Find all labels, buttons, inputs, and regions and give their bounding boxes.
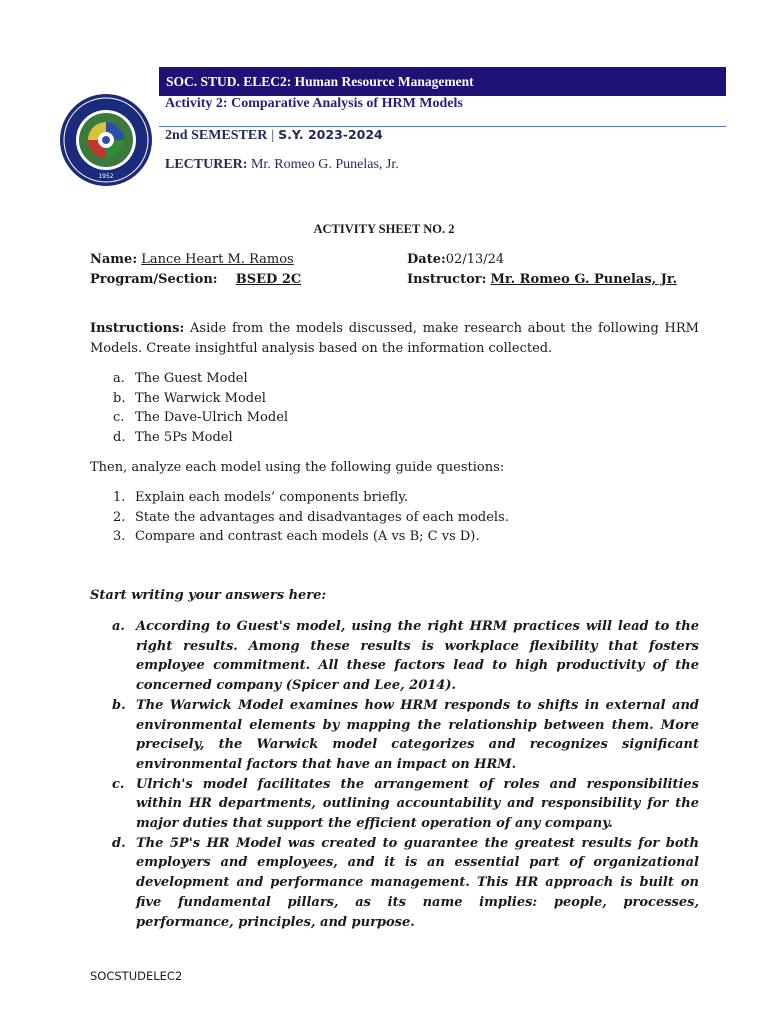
date-value: 02/13/24 (445, 252, 505, 267)
model-name: The Dave-Ulrich Model (135, 410, 289, 426)
answer-item (90, 834, 699, 933)
list-marker: c. (112, 776, 125, 792)
program-field (90, 270, 321, 290)
model-name: The Guest Model (135, 371, 248, 386)
guide-questions-list (90, 488, 699, 547)
instructor-value: Mr. Romeo G. Punelas, Jr. (490, 272, 678, 287)
model-name: The 5Ps Model (135, 430, 233, 446)
seal-year: 1952 (98, 173, 114, 180)
course-title: SOC. STUD. ELEC2: Human Resource Management (166, 74, 474, 89)
list-marker: d. (112, 835, 126, 851)
lecturer-line (165, 157, 399, 173)
answer-item (90, 775, 699, 834)
answer-item (90, 696, 699, 775)
list-marker: d. (113, 430, 126, 446)
list-item (90, 369, 699, 389)
instructor-label: Instructor: (407, 272, 487, 287)
answer-text: According to Guest's model, using the right HRM practices will lead to the right results. Among these results is workplace flexibility that fosters employee commitment. All these factors lead to high productivity of the concerned company (Spicer and Lee, 2014). (136, 619, 699, 694)
semester: 2nd SEMESTER (165, 128, 268, 143)
name-field (90, 250, 294, 270)
instructions-label: Instructions: (90, 321, 185, 336)
model-name: The Warwick Model (135, 390, 266, 406)
sheet-title: ACTIVITY SHEET NO. 2 (313, 222, 455, 236)
question-text: State the advantages and disadvantages of each models. (135, 509, 509, 525)
instructor-field (407, 270, 677, 290)
activity-title: Activity 2: Comparative Analysis of HRM Models (165, 96, 463, 111)
answers-list (90, 617, 699, 932)
answer-text: Ulrich's model facilitates the arrangement of roles and responsibilities within HR departments, outlining accountability and responsibility for the major duties that support the efficient operation of any company. (136, 776, 699, 832)
list-marker: a. (113, 371, 125, 386)
instructions (90, 319, 699, 359)
list-marker: a. (112, 619, 125, 634)
list-item (90, 488, 699, 508)
footer-code: SOCSTUDELEC2 (90, 969, 183, 983)
lecturer-name: Mr. Romeo G. Punelas, Jr. (250, 157, 399, 172)
program-value: BSED 2C (235, 272, 302, 287)
pipe-separator: | (271, 128, 275, 143)
list-marker: 3. (113, 529, 126, 545)
list-item (90, 527, 699, 547)
guide-intro: Then, analyze each model using the following guide questions: (90, 460, 505, 475)
list-item (90, 408, 699, 428)
list-marker: b. (112, 697, 126, 713)
list-marker: c. (113, 410, 125, 426)
program-label: Program/Section: (90, 272, 218, 287)
question-text: Explain each models’ components briefly. (135, 490, 409, 505)
answer-item (90, 617, 699, 696)
university-seal-icon (58, 92, 154, 188)
instructions-text: Aside from the models discussed, make research about the following HRM Models. Create insightful analysis based on the information collected. (90, 321, 699, 356)
semester-line (165, 127, 383, 144)
school-year: S.Y. 2023-2024 (278, 127, 383, 142)
answer-text: The 5P's HR Model was created to guarantee the greatest results for both employers and employees, and it is an essential part of organizational development and performance management. This HR approach is built on five fundamental pillars, as its name implies: people, processes, performance, principles, and purpose. (136, 835, 699, 930)
list-marker: b. (113, 390, 126, 406)
lecturer-label: LECTURER: (165, 157, 248, 172)
answer-text: The Warwick Model examines how HRM responds to shifts in external and environmental elements by mapping the relationship between them. More precisely, the Warwick model categorizes and recognizes significant environmental factors that have an impact on HRM. (136, 697, 699, 772)
list-marker: 2. (113, 509, 126, 525)
list-item (90, 389, 699, 409)
answers-heading: Start writing your answers here: (90, 588, 327, 603)
date-label: Date: (407, 252, 446, 267)
list-item (90, 428, 699, 448)
name-value: Lance Heart M. Ramos (141, 252, 294, 267)
list-marker: 1. (113, 490, 126, 505)
date-field (407, 250, 504, 270)
name-label: Name: (90, 252, 138, 267)
list-item (90, 508, 699, 528)
models-list (90, 369, 699, 448)
question-text: Compare and contrast each models (A vs B; C vs D). (135, 529, 480, 545)
